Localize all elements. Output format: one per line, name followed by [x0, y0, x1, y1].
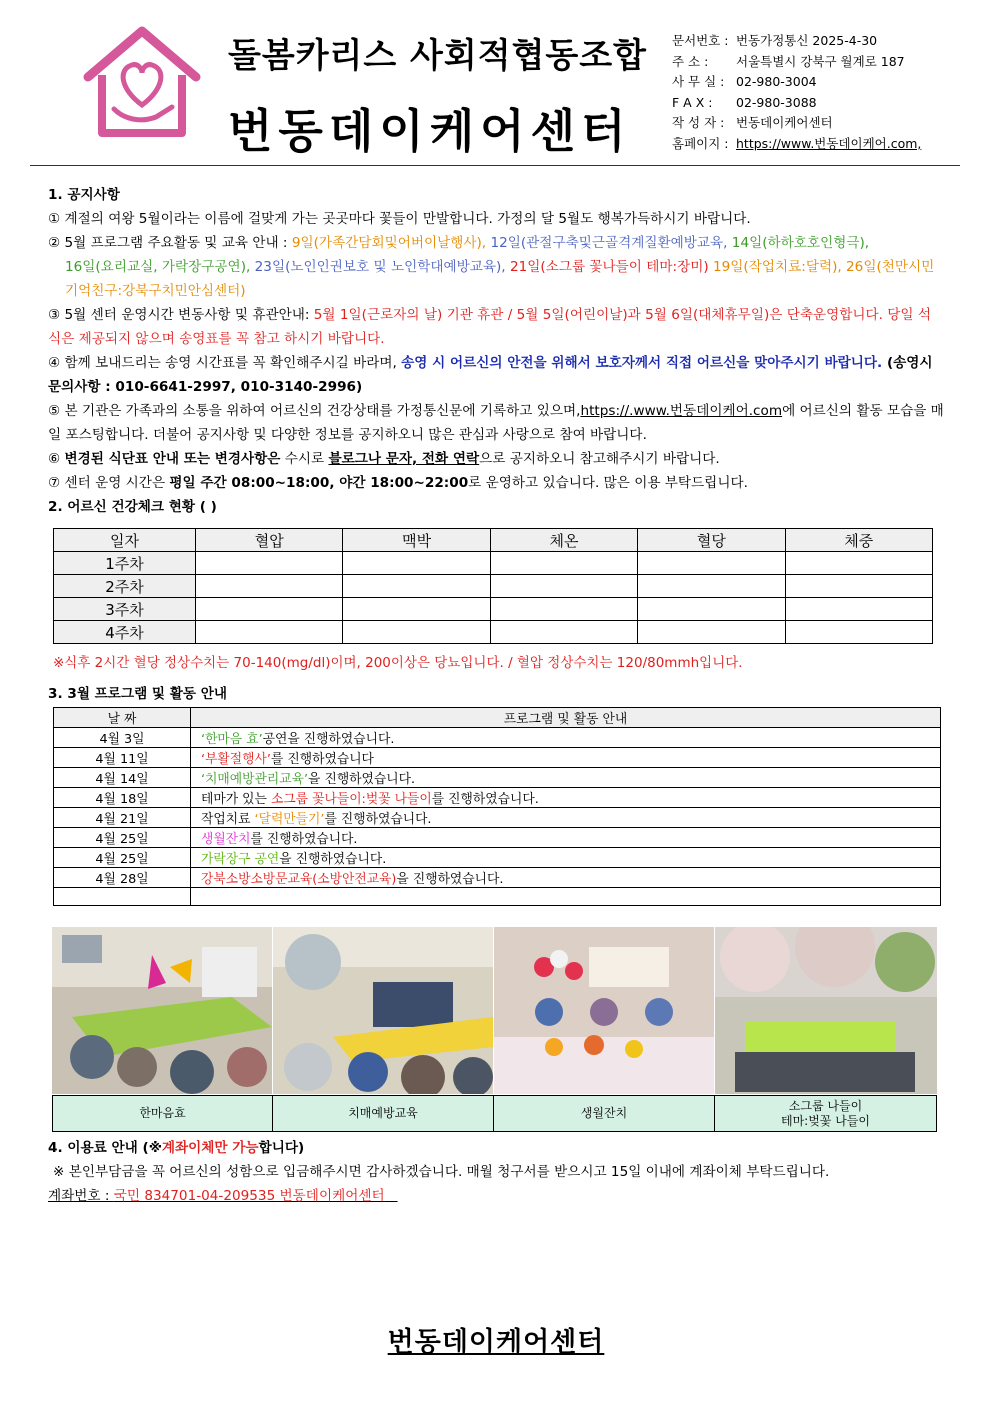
program-description: 작업치료 ‘달력만들기’를 진행하였습니다.	[191, 808, 941, 828]
notice-item-1: ① 계절의 여왕 5월이라는 이름에 걸맞게 가는 곳곳마다 꽃들이 만발합니다. 가정의 달 5월도 행복가득하시기 바랍니다.	[48, 211, 751, 227]
notice-item-3: ③ 5월 센터 운영시간 변동사항 및 휴관안내: 5월 1일(근로자의 날) 기관 휴관 / 5월 5일(어린이날)과 5월 6일(대체휴무일)은 단축운영합니다. 당일 석식은 제공되지 않으며 송영표를 꼭 참고 하시기 바랍니다.	[48, 307, 931, 347]
fee-heading: 4. 이용료 안내 (※계좌이체만 가능합니다)	[48, 1140, 305, 1156]
table-row	[54, 728, 941, 748]
table-row	[54, 828, 941, 848]
col-blood-sugar: 혈당	[638, 529, 785, 552]
col-pulse: 맥박	[343, 529, 490, 552]
program-date: 4월 21일	[54, 808, 191, 828]
health-note: ※식후 2시간 혈당 정상수치는 70-140(mg/dl)이며, 200이상은 당뇨입니다. / 혈압 정상수치는 120/80mmh입니다.	[53, 655, 743, 671]
program-description: 가락장구 공연을 진행하였습니다.	[191, 848, 941, 868]
program-date: 4월 3일	[54, 728, 191, 748]
photo-dementia-education	[273, 927, 493, 1094]
program-date: 4월 25일	[54, 828, 191, 848]
house-heart-logo-icon	[80, 25, 205, 140]
document-info	[672, 31, 921, 154]
notice-item-7: ⑦ 센터 운영 시간은 평일 주간 08:00~18:00, 야간 18:00~22:00로 운영하고 있습니다. 많은 이용 부탁드립니다.	[48, 475, 748, 491]
program-table	[53, 707, 941, 906]
program-description: ‘부활절행사’를 진행하였습니다	[191, 748, 941, 768]
blog-link[interactable]: https://.www.번동데이케어.com	[580, 403, 783, 419]
notice-heading: 1. 공지사항	[48, 187, 120, 203]
notice-item-4: ④ 함께 보내드리는 송영 시간표를 꼭 확인해주시길 바라며, 송영 시 어르신의 안전을 위해서 보호자께서 직접 어르신을 맞아주시기 바랍니다. (송영시 문의사항 : 010-6641-2997, 010-3140-2996)	[48, 355, 933, 395]
photo-caption-3: 생월잔치	[493, 1095, 715, 1132]
table-row	[54, 748, 941, 768]
program-heading: 3. 3월 프로그램 및 활동 안내	[48, 686, 228, 702]
notice-item-5: ⑤ 본 기관은 가족과의 소통을 위하여 어르신의 건강상태를 가정통신문에 기록하고 있으며,https://.www.번동데이케어.com에 어르신의 활동 모습을 매일 포스팅합니다. 더불어 공지사항 및 다양한 정보를 공지하오니 많은 관심과 사랑으로 참여 바랍니다.	[48, 403, 944, 443]
photo-cherry-blossom-outing	[715, 927, 937, 1094]
table-row	[54, 808, 941, 828]
fee-note: ※ 본인부담금을 꼭 어르신의 성함으로 입금해주시면 감사하겠습니다. 매월 청구서를 받으시고 15일 이내에 계좌이체 부탁드립니다.	[53, 1164, 830, 1180]
info-address: 주 소 : 서울특별시 강북구 월계로 187	[672, 53, 905, 69]
col-blood-pressure: 혈압	[196, 529, 343, 552]
table-row: 1주차	[54, 552, 933, 575]
program-date: 4월 28일	[54, 868, 191, 888]
account-number: 계좌번호 : 국민 834701-04-209535 번동데이케어센터	[48, 1188, 385, 1204]
notice-item-6: ⑥ 변경된 식단표 안내 또는 변경사항은 수시로 블로그나 문자, 전화 연락으로 공지하오니 참고해주시기 바랍니다.	[48, 451, 720, 467]
program-description: ‘한마음 효’공연을 진행하였습니다.	[191, 728, 941, 748]
footer-title: 번동데이케어센터	[387, 1327, 605, 1358]
org-name: 돌봄카리스 사회적협동조합	[228, 36, 647, 76]
table-row	[54, 848, 941, 868]
photo-caption-2: 치매예방교육	[272, 1095, 494, 1132]
col-weight: 체중	[785, 529, 932, 552]
health-check-table	[53, 528, 933, 644]
photo-hanmaum-hyo	[52, 927, 272, 1094]
info-doc-number: 문서번호 : 번동가정통신 2025-4-30	[672, 33, 878, 48]
notice-item-2: ② 5월 프로그램 주요활동 및 교육 안내 : 9일(가족간담회및어버이날행사), 12일(관절구축및근골격계질환예방교육, 14일(하하호호인형극),	[48, 235, 870, 251]
program-description: 생월잔치를 진행하였습니다.	[191, 828, 941, 848]
info-fax: F A X : 02-980-3088	[672, 94, 817, 110]
header-divider	[30, 165, 960, 166]
col-program-date: 날 짜	[54, 708, 191, 728]
program-date: 4월 18일	[54, 788, 191, 808]
center-name: 번동데이케어센터	[228, 104, 632, 158]
info-homepage: 홈페이지 : https://www.번동데이케어.com,	[672, 135, 922, 151]
table-row	[54, 768, 941, 788]
table-row	[54, 868, 941, 888]
table-row	[54, 788, 941, 808]
info-office-phone: 사 무 실 : 02-980-3004	[672, 74, 817, 89]
table-row	[54, 888, 941, 906]
program-header-row	[54, 708, 941, 728]
program-date: 4월 11일	[54, 748, 191, 768]
program-date	[54, 888, 191, 906]
photo-caption-1: 한마음효	[52, 1095, 273, 1132]
notice-section	[48, 183, 944, 519]
letterhead	[0, 0, 992, 170]
col-program-desc: 프로그램 및 활동 안내	[191, 708, 941, 728]
program-rows	[54, 728, 941, 906]
health-heading: 2. 어르신 건강체크 현황 ( )	[48, 499, 217, 515]
homepage-link[interactable]: https://www.번동데이케어.com,	[736, 135, 922, 151]
health-header-row	[54, 529, 933, 552]
program-description: 강북소방소방문교육(소방안전교육)을 진행하였습니다.	[191, 868, 941, 888]
program-description: ‘치매예방관리교육’을 진행하였습니다.	[191, 768, 941, 788]
table-row: 3주차	[54, 598, 933, 621]
photo-caption-4: 소그룹 나들이 테마:벚꽃 나들이	[714, 1095, 937, 1132]
program-description: 테마가 있는 소그룹 꽃나들이:벚꽃 나들이를 진행하였습니다.	[191, 788, 941, 808]
fee-section	[48, 1136, 944, 1208]
table-row: 2주차	[54, 575, 933, 598]
photo-birthday-party	[494, 927, 714, 1094]
program-date: 4월 25일	[54, 848, 191, 868]
table-row: 4주차	[54, 621, 933, 644]
program-date: 4월 14일	[54, 768, 191, 788]
info-author: 작 성 자 : 번동데이케어센터	[672, 115, 833, 130]
program-description	[191, 888, 941, 906]
photo-gallery	[52, 927, 937, 1133]
notice-item-2-cont: 16일(요리교실, 가락장구공연), 23일(노인인권보호 및 노인학대예방교육), 21일(소그룹 꽃나들이 테마:장미) 19일(작업치료:달력), 26일(천만시민기억친구:강북구치민안심센터)	[65, 259, 935, 299]
col-temperature: 체온	[490, 529, 637, 552]
col-date: 일자	[54, 529, 196, 552]
